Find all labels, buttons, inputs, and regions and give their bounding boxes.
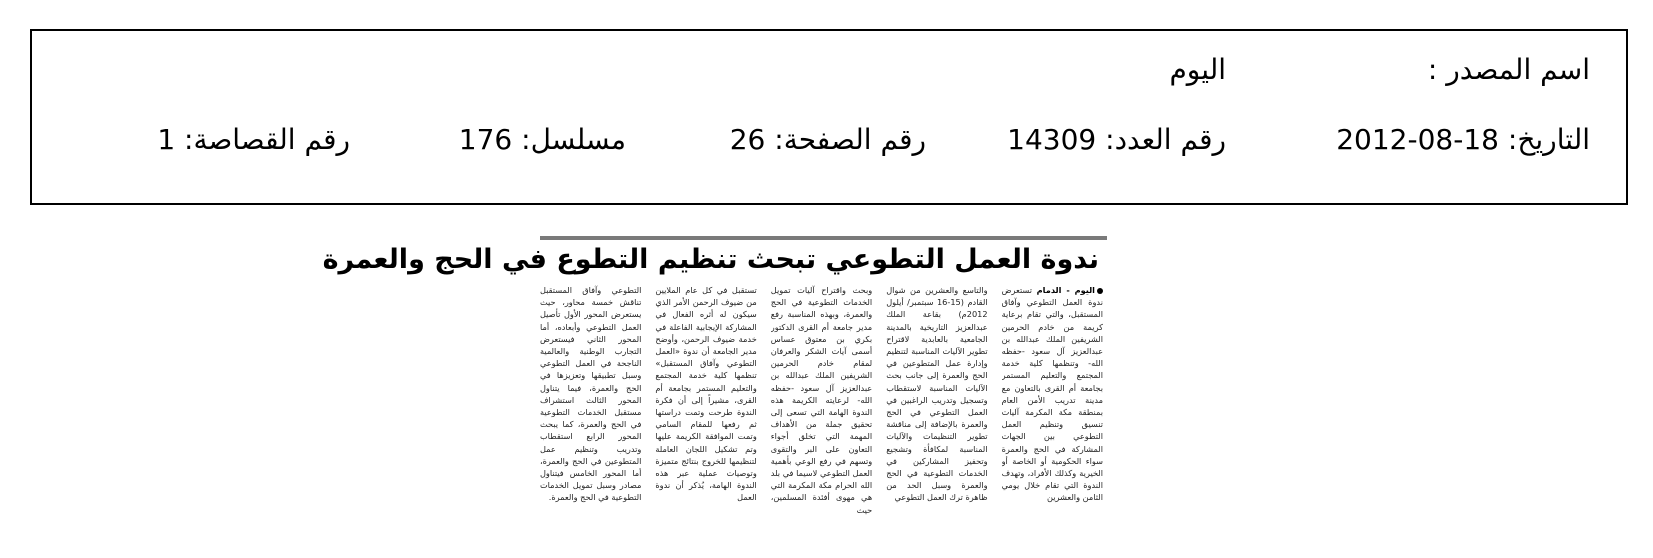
column-text: وبحث واقتراح آليات تمويل الخدمات التطوعية في الحج والعمرة، وبهذه المناسبة رفع مدير جامعة أم القرى الدكتور بكري بن معتوق عساس أسمى آيات الشكر والعرفان لمقام خادم الحرمين الشريفين الملك عبدالله بن عبدالعزيز آل سعود -حفظه الله- لرعايته الكريمة هذه الندوة الهامة التي تسعى إلى تحقيق جملة من الأهداف المهمة التي تخلق أجواء التعاون على البر والتقوى وتسهم في رفع الوعي بأهمية العمل التطوعي لاسيما في بلد الله الحرام مكة المكرمة التي هي مهوى أفئدة المسلمين، حيث — [770, 285, 873, 515]
issue-number-field: رقم العدد: 14309 — [1007, 123, 1226, 156]
column-text: تستقبل في كل عام الملايين من ضيوف الرحمن الأمر الذي سيكون له أثره الفعال في المشاركة الإيجابية الفاعلة في خدمة ضيوف الرحمن، وأوضح مدير الجامعة أن ندوة «العمل التطوعي وآفاق المستقبل» تنظمها كلية خدمة المجتمع والتعليم المستمر بجامعة أم القرى، مشيراً إلى أن فكرة الندوة طرحت وتمت دراستها ثم رفعها للمقام السامي وتمت الموافقة الكريمة عليها وتم تشكيل اللجان العاملة لتنظيمها للخروج بنتائج متميزة وتوصيات عملية عبر هذه الندوة الهامة، يُذكر أن ندوة العمل — [655, 285, 757, 503]
serial-number-field: مسلسل: 176 — [458, 123, 626, 156]
article-column-2 — [886, 284, 987, 554]
page-number-field: رقم الصفحة: 26 — [729, 123, 926, 156]
byline-text: اليوم - الدمام — [1036, 285, 1095, 295]
article-column-1 — [1002, 284, 1103, 554]
clipping-number-field: رقم القصاصة: 1 — [157, 123, 350, 156]
bullet-icon — [1097, 288, 1103, 294]
column-text: التطوعي وآفاق المستقبل تناقش خمسة محاور، حيث يستعرض المحور الأول تأصيل العمل التطوعي وأبعاده، أما المحور الثاني فيستعرض التجارب الوطنية والعالمية الناجحة في العمل التطوعي وسبل تطبيقها وتعزيزها في الحج والعمرة، فيما يتناول المحور الثالث استشراف مستقبل الخدمات التطوعية في الحج والعمرة، كما يبحث المحور الرابع استقطاب وتدريب وتنظيم عمل المتطوعين في الحج والعمرة، أما المحور الخامس فيتناول مصادر وسبل تمويل الخدمات التطوعية في الحج والعمرة. — [539, 285, 642, 503]
article-column-4 — [655, 284, 756, 554]
article-byline — [1037, 285, 1103, 295]
source-label: اسم المصدر : — [1427, 53, 1590, 86]
source-value: اليوم — [1169, 53, 1226, 86]
article-headline: ندوة العمل التطوعي تبحث تنظيم التطوع في الحج والعمرة — [322, 244, 1099, 275]
newspaper-clipping — [322, 236, 1107, 556]
article-columns — [540, 284, 1103, 554]
column-text: تستعرض ندوة العمل التطوعي وآفاق المستقبل، والتي تقام برعاية كريمة من خادم الحرمين الشريفين الملك عبدالله بن عبدالعزيز آل سعود -حفظه الله- وتنظمها كلية خدمة المجتمع والتعليم المستمر بجامعة أم القرى بالتعاون مع مدينة تدريب الأمن العام بمنطقة مكة المكرمة آليات تنسيق وتنظيم العمل التطوعي بين الجهات المشاركة في الحج والعمرة سواء الحكومية أو الخاصة أو الخيرية وكذلك الأفراد، وتهدف الندوة التي تقام خلال يومي الثامن والعشرين — [1001, 285, 1103, 503]
clipping-top-rule — [540, 236, 1107, 240]
metadata-header-box — [30, 29, 1628, 205]
column-text: والتاسع والعشرين من شوال القادم (15-16 سبتمبر/ أيلول 2012م) بقاعة الملك عبدالعزيز التاريخية بالمدينة الجامعية بالعابدية لاقتراح تطوير الآليات المناسبة لتنظيم وإدارة عمل المتطوعين في الحج والعمرة إلى جانب بحث الآليات المناسبة لاستقطاب وتسجيل وتدريب الراغبين في العمل التطوعي في الحج والعمرة بالإضافة إلى مناقشة تطوير التنظيمات والآليات المناسبة لمكافأة وتشجيع وتحفيز المشاركين في الخدمات التطوعية في الحج والعمرة وسبل الحد من ظاهرة ترك العمل التطوعي — [886, 285, 988, 503]
article-column-3 — [771, 284, 872, 554]
date-field: التاريخ: 18-08-2012 — [1336, 123, 1590, 156]
article-column-5 — [540, 284, 641, 554]
